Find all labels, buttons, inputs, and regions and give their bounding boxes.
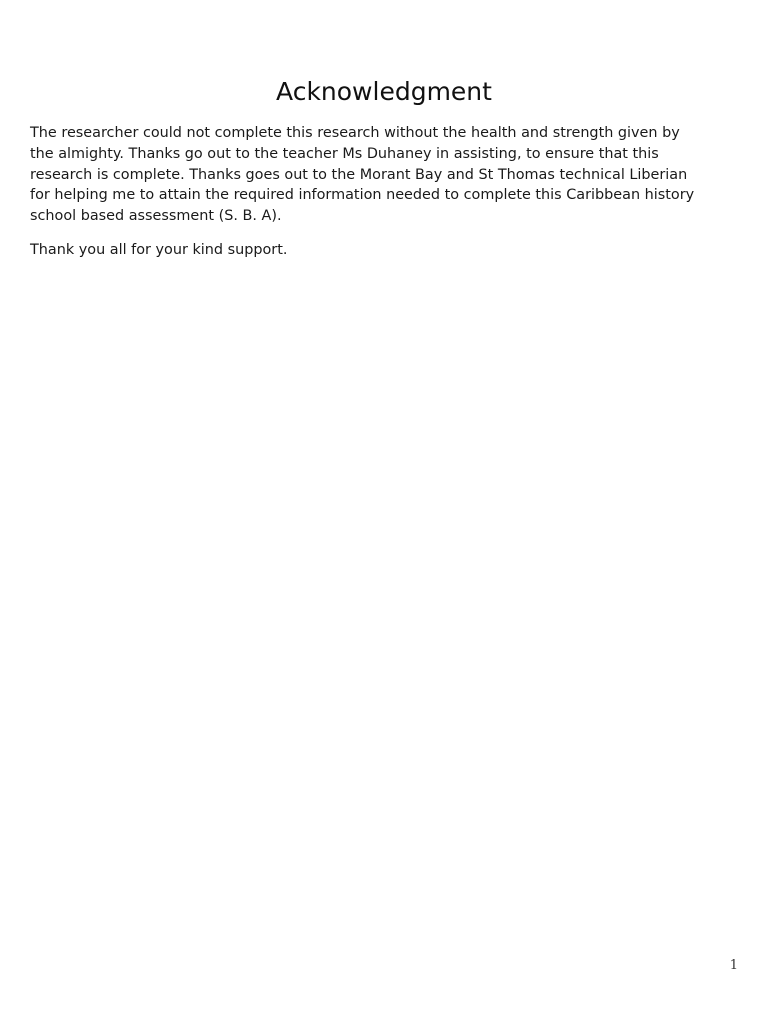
text-line: for helping me to attain the required information needed to complete this Caribbean history [30,187,695,204]
text-line: The researcher could not complete this research without the health and strength given by [30,125,680,141]
paragraph [30,123,742,227]
text-line: research is complete. Thanks goes out to the Morant Bay and St Thomas technical Liberian [30,166,688,183]
text-line: school based assessment (S. B. A). [30,208,282,225]
page-number: 1 [729,958,738,973]
text-line: the almighty. Thanks go out to the teacher Ms Duhaney in assisting, to ensure that this [30,145,659,162]
paragraph [30,240,742,261]
text-line: Thank you all for your kind support. [30,241,288,258]
body-text [30,123,742,274]
page-title: Acknowledgment [276,77,492,106]
